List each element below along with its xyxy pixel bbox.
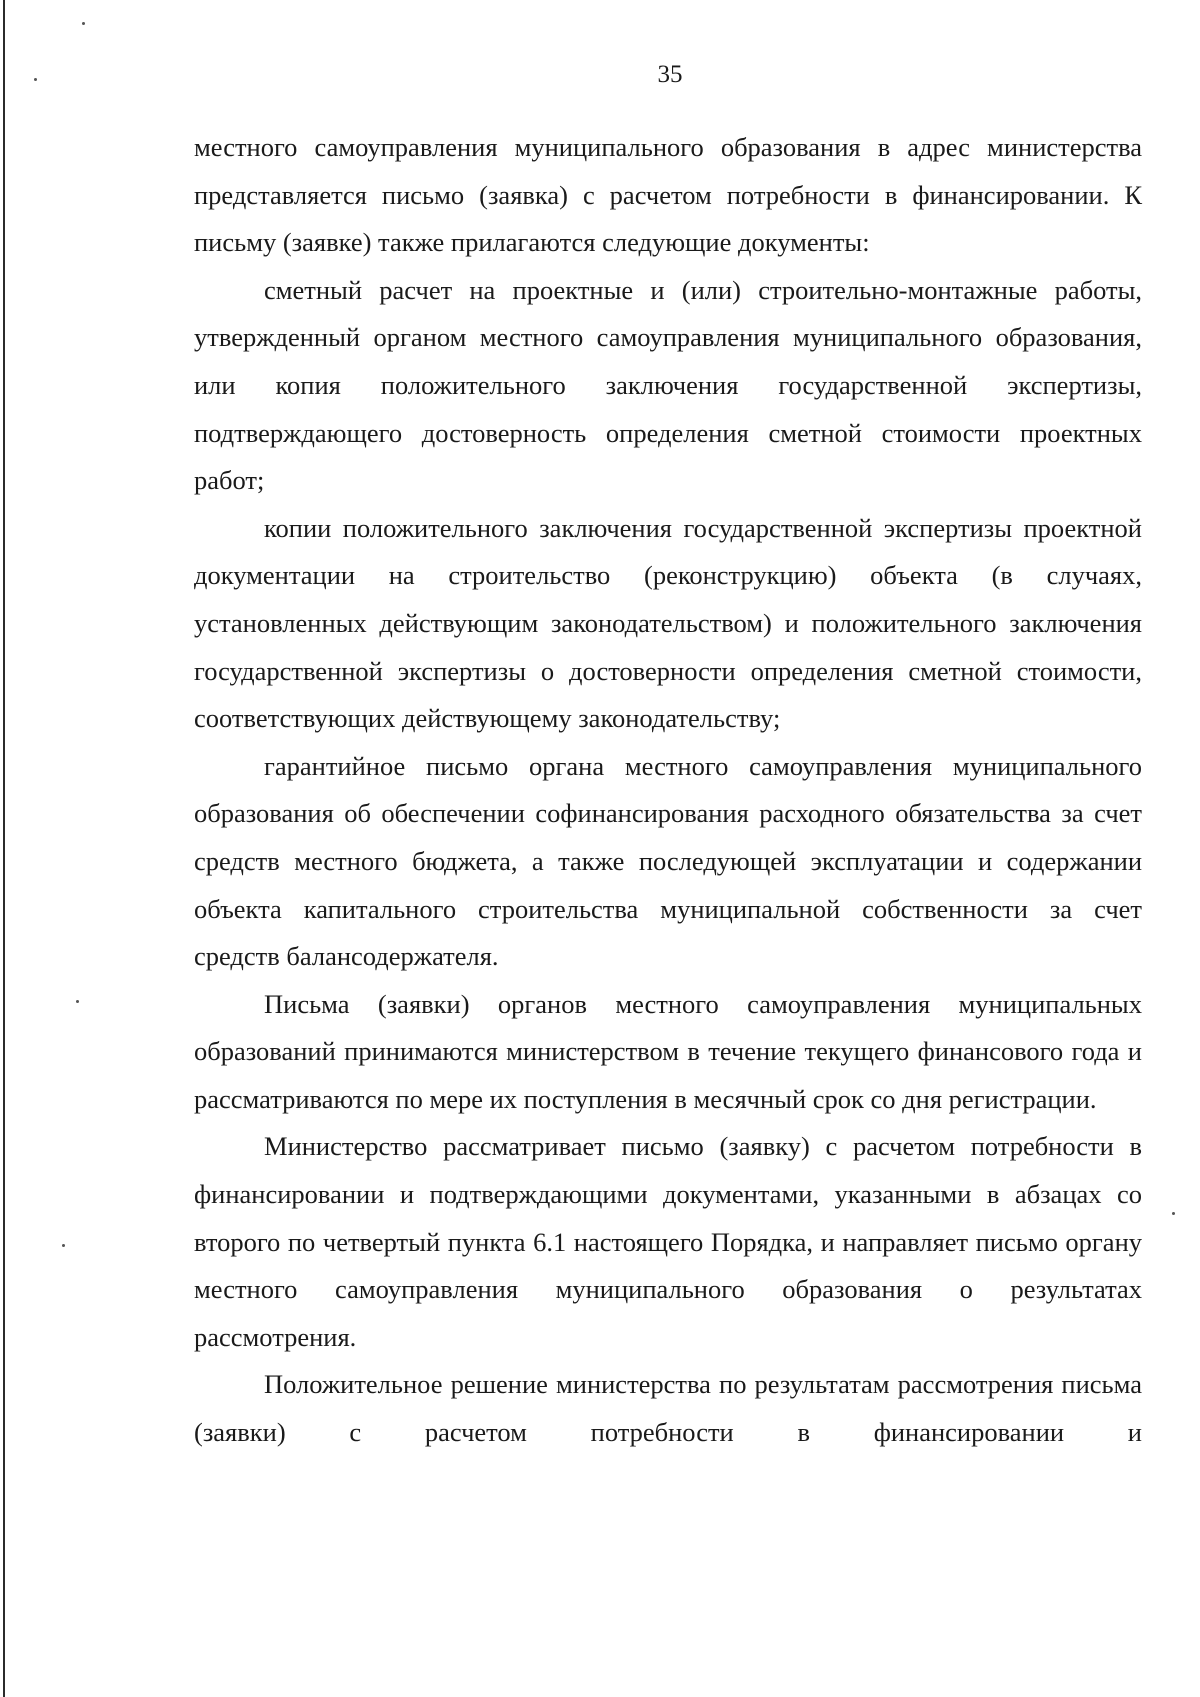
paragraph-letters-acceptance: Письма (заявки) органов местного самоуправления муниципальных образований принимаются министерством в течение текущего финансового года и рассматриваются по мере их поступления в месячный срок со дня регистрации. [194,988,1142,1114]
paragraph-ministry-review: Министерство рассматривает письмо (заявку) с расчетом потребности в финансировании и подтверждающими документами, указанными в абзацах со второго по четвертый пункта 6.1 настоящего Порядка, и направляет письмо органу местного самоуправления муниципального образования о результатах рассмотрения. [194,1131,1142,1352]
paragraph-expertise-copies: копии положительного заключения государственной экспертизы проектной документации на строительство (реконструкцию) объекта (в случаях, установленных действующим законодательством) и положительного заключения государственной экспертизы о достоверности определения сметной стоимости, соответствующих действующему законодательству; [194,512,1142,734]
scan-speck [62,1244,65,1247]
paragraph-estimate: сметный расчет на проектные и (или) строительно-монтажные работы, утвержденный органом местного самоуправления муниципального образования, или копия положительного заключения государственной экспертизы, подтверждающего достоверность определения сметной стоимости проектных работ; [194,274,1142,496]
scan-speck [82,22,85,25]
paragraph-positive-decision: Положительное решение министерства по результатам рассмотрения письма (заявки) с расчетом потребности в финансировании и [194,1369,1142,1448]
page-number: 35 [657,61,683,88]
scan-speck [1172,1212,1175,1215]
scan-speck [76,1000,79,1003]
paragraph-guarantee-letter: гарантийное письмо органа местного самоуправления муниципального образования об обеспечении софинансирования расходного обязательства за счет средств местного бюджета, а также последующей эксплуатации и содержании объекта капитального строительства муниципальной собственности за счет средств балансодержателя. [194,750,1142,972]
paragraph-continuation: местного самоуправления муниципального образования в адрес министерства представляется письмо (заявка) с расчетом потребности в финансировании. К письму (заявке) также прилагаются следующие документы: [194,132,1142,258]
scan-left-edge [3,0,5,1697]
document-body [194,124,1142,1457]
